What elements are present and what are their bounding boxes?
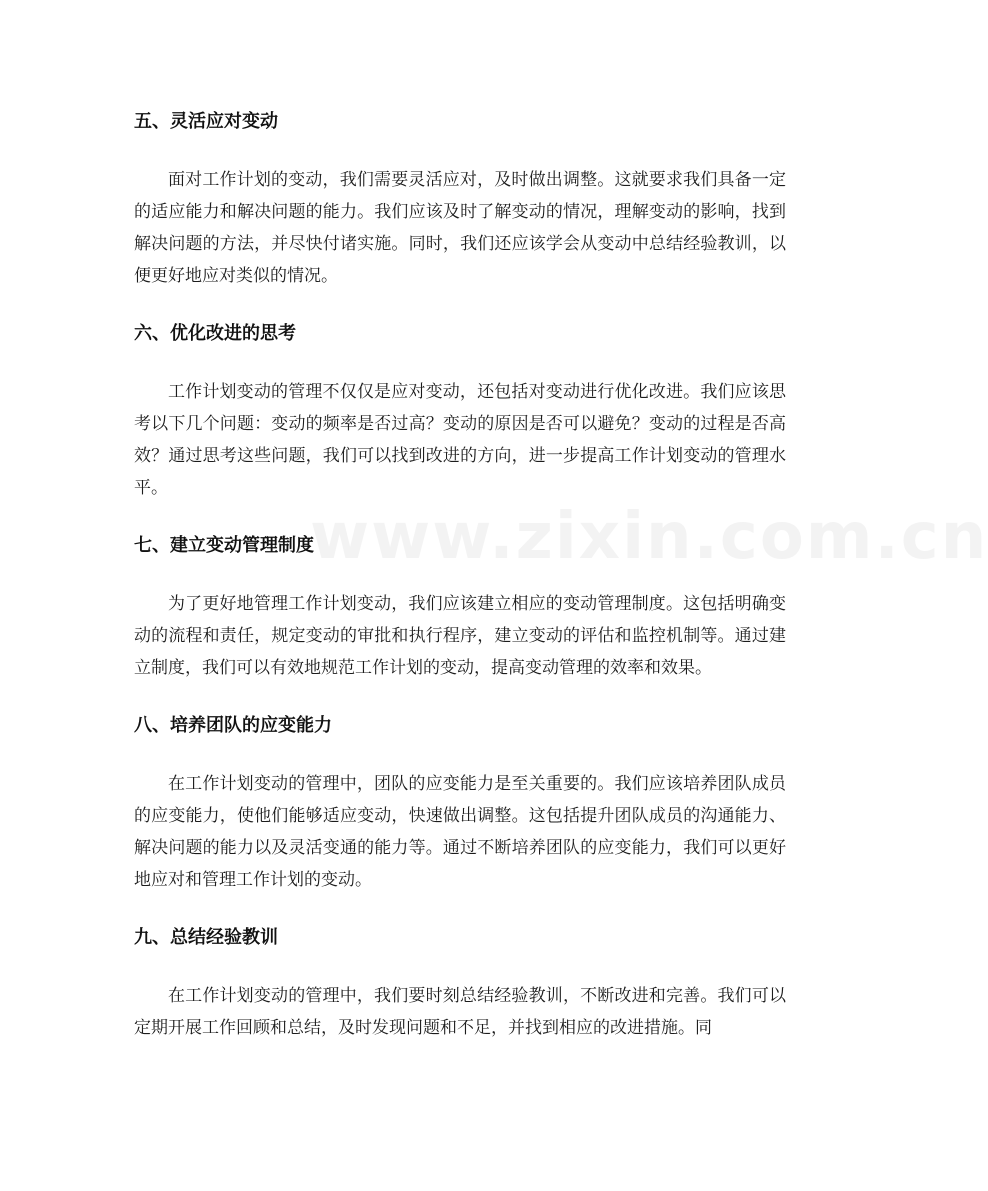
section-body-9: 在工作计划变动的管理中，我们要时刻总结经验教训，不断改进和完善。我们可以定期开展工作回顾和总结，及时发现问题和不足，并找到相应的改进措施。同: [134, 986, 786, 1038]
section-heading-8: 八、培养团队的应变能力: [134, 715, 332, 736]
watermark: www.zixin.com.cn: [310, 500, 988, 574]
section-body-5: 面对工作计划的变动，我们需要灵活应对，及时做出调整。这就要求我们具备一定的适应能力和解决问题的能力。我们应该及时了解变动的情况，理解变动的影响，找到解决问题的方法，并尽快付诸实施。同时，我们还应该学会从变动中总结经验教训，以便更好地应对类似的情况。: [134, 170, 786, 286]
section-heading-5: 五、灵活应对变动: [134, 111, 278, 132]
section-heading-6: 六、优化改进的思考: [134, 323, 296, 344]
document-content: [134, 104, 988, 1044]
section-body-7: 为了更好地管理工作计划变动，我们应该建立相应的变动管理制度。这包括明确变动的流程和责任，规定变动的审批和执行程序，建立变动的评估和监控机制等。通过建立制度，我们可以有效地规范工作计划的变动，提高变动管理的效率和效果。: [134, 594, 786, 678]
section-heading-7: 七、建立变动管理制度: [134, 535, 314, 556]
section-heading-9: 九、总结经验教训: [134, 927, 278, 948]
section-body-6: 工作计划变动的管理不仅仅是应对变动，还包括对变动进行优化改进。我们应该思考以下几个问题：变动的频率是否过高？变动的原因是否可以避免？变动的过程是否高效？通过思考这些问题，我们可以找到改进的方向，进一步提高工作计划变动的管理水平。: [134, 382, 786, 498]
section-body-8: 在工作计划变动的管理中，团队的应变能力是至关重要的。我们应该培养团队成员的应变能力，使他们能够适应变动，快速做出调整。这包括提升团队成员的沟通能力、解决问题的能力以及灵活变通的能力等。通过不断培养团队的应变能力，我们可以更好地应对和管理工作计划的变动。: [134, 774, 786, 890]
